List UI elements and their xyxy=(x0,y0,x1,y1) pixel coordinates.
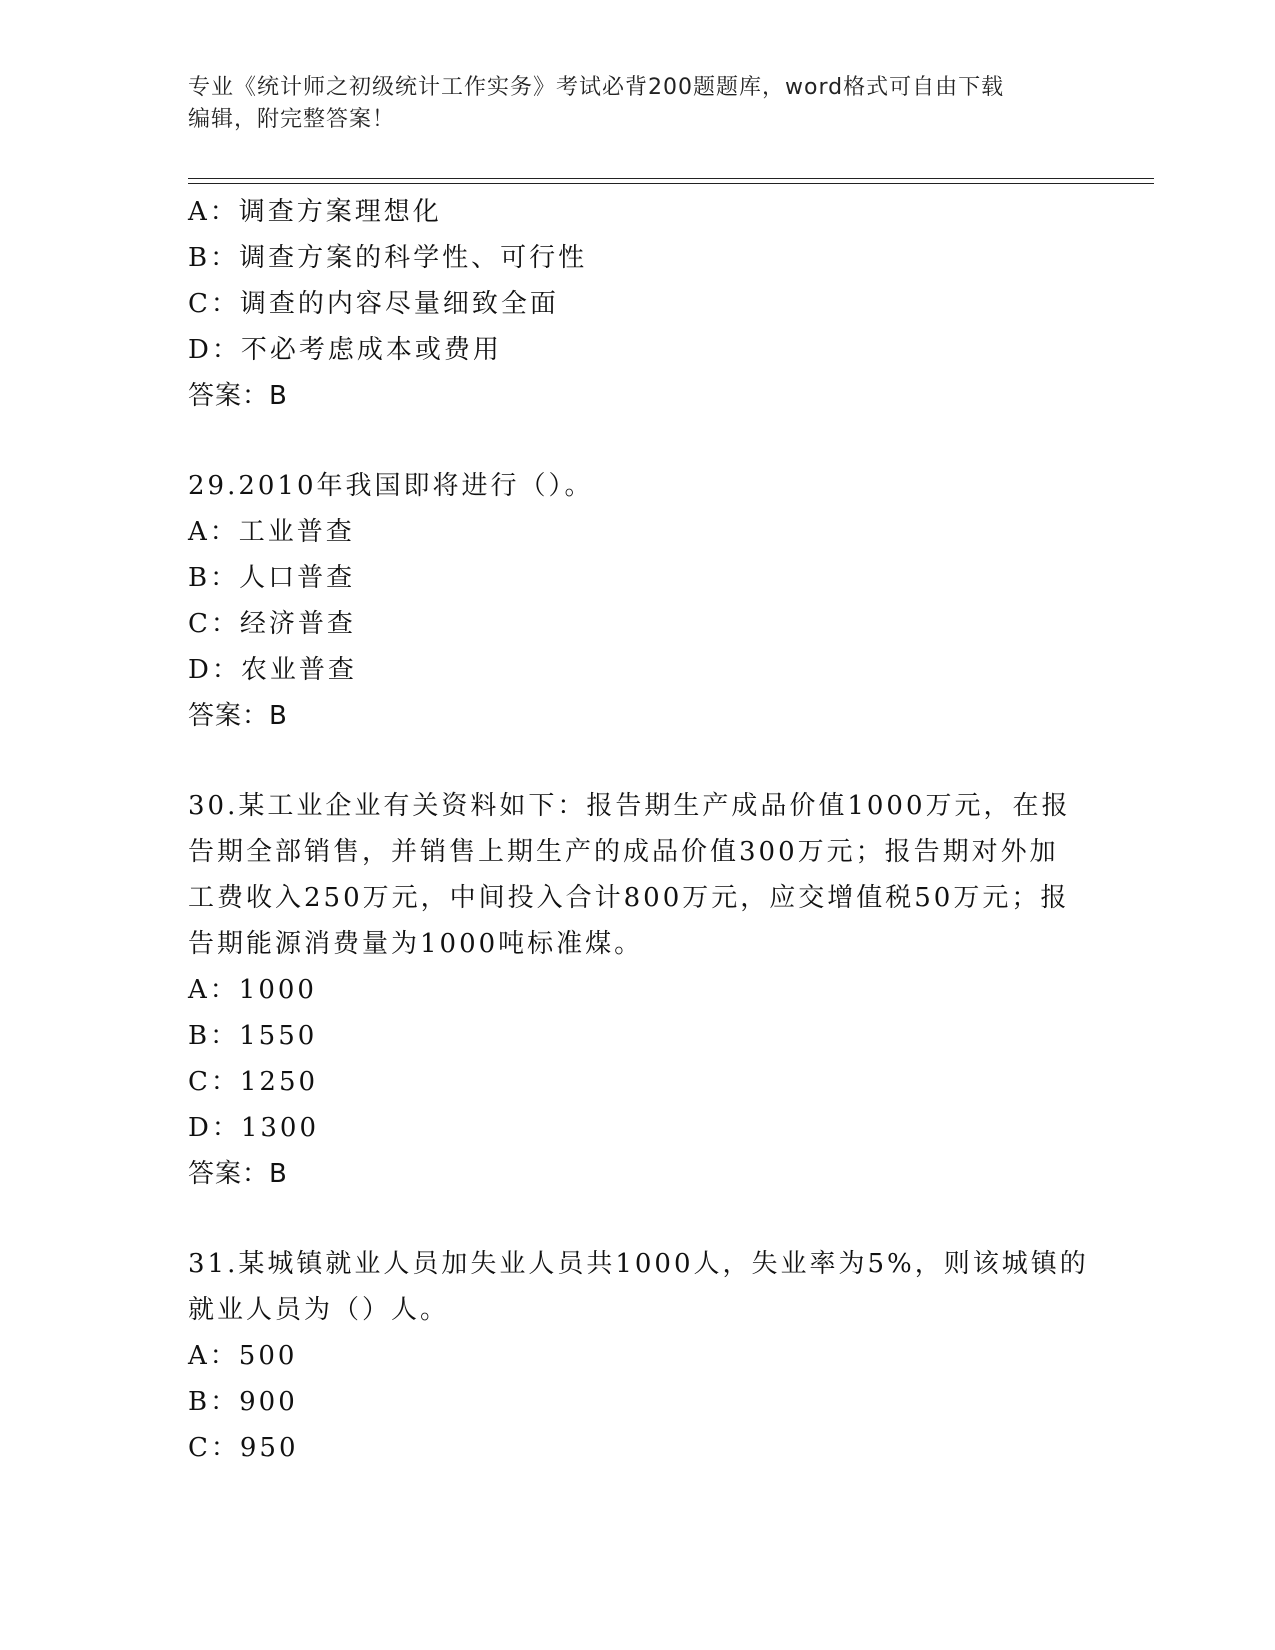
spacer xyxy=(188,739,1088,783)
header-divider-top xyxy=(188,178,1154,179)
question-list xyxy=(188,189,1088,1471)
header-line-1: 专业《统计师之初级统计工作实务》考试必背200题题库，word格式可自由下载 xyxy=(188,75,1005,100)
document-header xyxy=(188,72,1088,136)
option-d: D：农业普查 xyxy=(188,655,357,685)
answer-line: 答案：B xyxy=(188,701,288,731)
option-b: B：1550 xyxy=(188,1021,318,1051)
option-a: A：500 xyxy=(188,1341,298,1371)
answer-line: 答案：B xyxy=(188,1159,288,1189)
question-31 xyxy=(188,1241,1088,1471)
question-stem-line: 31.某城镇就业人员加失业人员共1000人，失业率为5%，则该城镇的 xyxy=(188,1249,1089,1279)
option-d: D：不必考虑成本或费用 xyxy=(188,335,502,365)
question-stem-line: 就业人员为（）人。 xyxy=(188,1295,450,1325)
option-b: B：人口普查 xyxy=(188,563,356,593)
question-stem: 29.2010年我国即将进行（）。 xyxy=(188,471,594,501)
option-d: D：1300 xyxy=(188,1113,320,1143)
question-30 xyxy=(188,783,1088,1197)
option-c: C：经济普查 xyxy=(188,609,356,639)
option-c: C：调查的内容尽量细致全面 xyxy=(188,289,559,319)
answer-line: 答案：B xyxy=(188,381,288,411)
question-28 xyxy=(188,189,1088,419)
spacer xyxy=(188,1197,1088,1241)
question-stem-line: 告期全部销售，并销售上期生产的成品价值300万元；报告期对外加 xyxy=(188,837,1059,867)
header-divider-bottom xyxy=(188,183,1154,184)
option-a: A：1000 xyxy=(188,975,317,1005)
header-line-2: 编辑，附完整答案！ xyxy=(188,107,396,132)
question-stem-line: 工费收入250万元，中间投入合计800万元，应交增值税50万元；报 xyxy=(188,883,1070,913)
question-29 xyxy=(188,463,1088,739)
option-b: B：调查方案的科学性、可行性 xyxy=(188,243,588,273)
spacer xyxy=(188,419,1088,463)
option-b: B：900 xyxy=(188,1387,298,1417)
question-stem-line: 告期能源消费量为1000吨标准煤。 xyxy=(188,929,644,959)
option-c: C：1250 xyxy=(188,1067,319,1097)
option-c: C：950 xyxy=(188,1433,299,1463)
option-a: A：调查方案理想化 xyxy=(188,197,442,227)
option-a: A：工业普查 xyxy=(188,517,355,547)
question-stem-line: 30.某工业企业有关资料如下：报告期生产成品价值1000万元，在报 xyxy=(188,791,1071,821)
